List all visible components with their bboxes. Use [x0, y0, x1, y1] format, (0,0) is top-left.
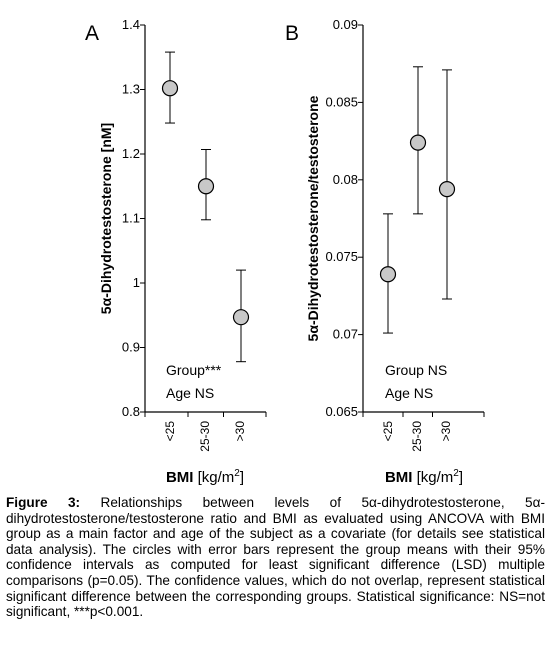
- panel-b-y-tick-label: 0.07: [332, 326, 358, 342]
- panel-a-x-axis-title-part: BMI: [165, 469, 194, 486]
- panel-b-mean-point: [440, 182, 455, 197]
- panel-a-y-tick-label: 1.4: [121, 17, 140, 32]
- panel-a-category-label: >30: [233, 421, 247, 442]
- panel-a-y-axis-title: 5α-Dihydrotestosterone [nM]: [98, 122, 114, 315]
- panel-b-x-axis-title-part: BMI: [384, 469, 413, 486]
- panel-b-y-tick-label: 0.065: [325, 404, 358, 419]
- panel-a-x-axis-title: [166, 468, 244, 486]
- panel-a-y-tick-label: 0.9: [121, 339, 140, 355]
- panel-a-y-tick-label: 1.2: [121, 146, 140, 161]
- panel-a-y-tick-label: 1.1: [121, 210, 140, 226]
- panel-b-y-tick-label: 0.08: [332, 171, 358, 187]
- panel-a-letter: A: [84, 22, 100, 45]
- panel-a-mean-point: [199, 179, 214, 194]
- panel-b-x-axis-title-part: ]: [458, 469, 464, 486]
- panel-b-category-label: <25: [381, 421, 395, 442]
- panel-a-y-tick-label: 1: [132, 275, 140, 290]
- panel-a-category-label: 25-30: [198, 421, 212, 452]
- panel-b-x-axis-title-part: [kg/m: [412, 469, 454, 486]
- panel-a-mean-point: [163, 81, 178, 96]
- panel-b-category-label: >30: [439, 421, 453, 442]
- panel-a-annotation: Age NS: [166, 385, 215, 401]
- panel-b-annotation: Group NS: [385, 362, 448, 378]
- panel-b-y-tick-label: 0.085: [325, 94, 358, 110]
- panel-b-mean-point: [381, 267, 396, 282]
- panel-b-y-tick-label: 0.075: [325, 249, 358, 265]
- panel-b-x-axis-title: [385, 468, 463, 486]
- panel-a-category-label: <25: [163, 421, 177, 442]
- panel-a-y-tick-label: 1.3: [121, 81, 140, 97]
- panel-a-annotation: Group***: [166, 362, 222, 378]
- panel-a-x-axis-title-part: 2: [234, 468, 240, 479]
- panel-b-mean-point: [411, 135, 426, 150]
- figure-caption: [6, 495, 545, 667]
- panel-a-x-axis-title-part: ]: [239, 469, 245, 486]
- panel-b-y-axis-title: 5α-Dihydrotestosterone/testosterone: [305, 95, 321, 342]
- caption-label: Figure 3:: [6, 495, 81, 510]
- panel-a-y-tick-label: 0.8: [121, 404, 140, 419]
- panel-b-category-label: 25-30: [410, 421, 424, 452]
- panel-b-letter: B: [284, 22, 300, 45]
- panel-b-y-tick-label: 0.09: [332, 17, 358, 32]
- panel-b-x-axis-title-part: 2: [453, 468, 459, 479]
- caption-text: Relationships between levels of 5α-dihydrotestosterone, 5α-dihydrotestosterone/testosterone ratio and BMI as evaluated using ANCOVA with BMI group as a main factor and age of the subject as a covariate (for details see statistical data analysis). The circles with error bars represent the group means with their 95% confidence intervals as computed for least significant difference (LSD) multiple comparisons (p=0.05). The confidence values, which do not overlap, represent statistical significant difference between the corresponding groups. Statistical significance: NS=not significant, ***p<0.001.: [6, 495, 545, 620]
- panel-b-annotation: Age NS: [385, 385, 434, 401]
- panel-a-mean-point: [234, 310, 249, 325]
- panel-a-x-axis-title-part: [kg/m: [193, 469, 235, 486]
